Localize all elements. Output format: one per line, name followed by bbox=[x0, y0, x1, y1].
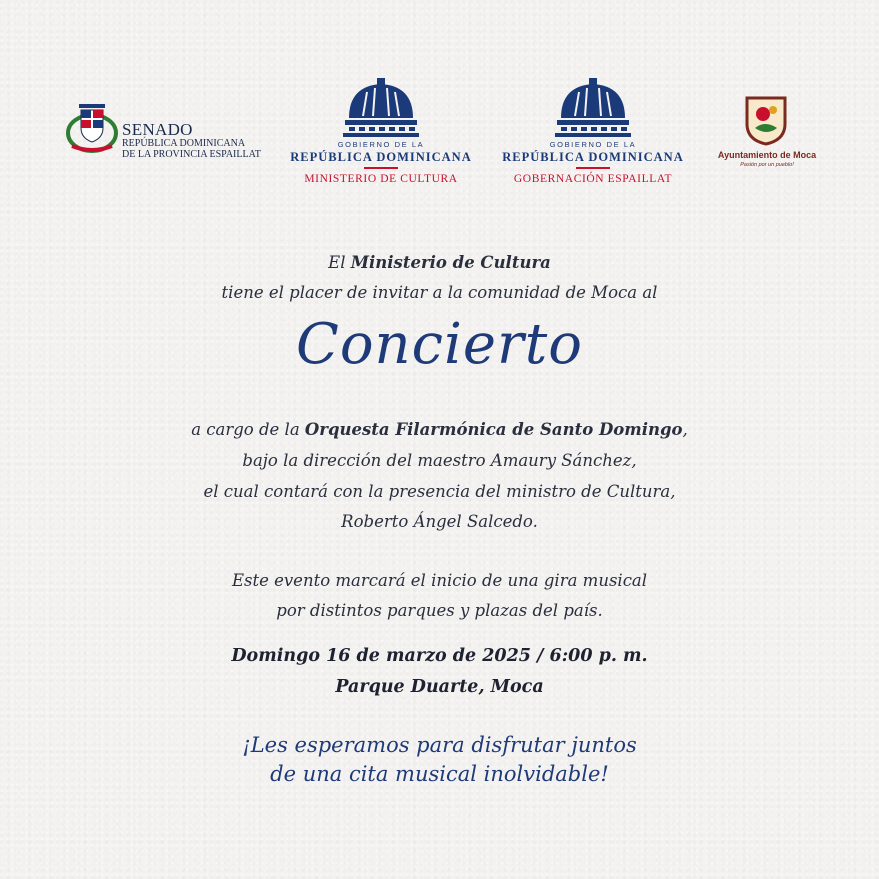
dome-icon bbox=[555, 78, 631, 138]
gob-top-text: GOBIERNO DE LA bbox=[337, 140, 425, 149]
ayuntamiento-logo bbox=[712, 94, 822, 174]
dome-icon bbox=[343, 78, 419, 138]
municipal-shield-icon bbox=[743, 94, 789, 146]
gobernacion-text: GOBERNACIÓN ESPAILLAT bbox=[513, 173, 673, 185]
intro-prefix: El bbox=[328, 253, 351, 272]
gob-main-text: REPÚBLICA DOMINICANA bbox=[502, 150, 684, 164]
coat-of-arms-icon bbox=[66, 100, 118, 156]
closing-line-2: de una cita musical inolvidable! bbox=[270, 762, 609, 786]
gob-main-text: REPÚBLICA DOMINICANA bbox=[290, 150, 472, 164]
body-line-1 bbox=[0, 420, 879, 439]
event-title: Concierto bbox=[295, 312, 584, 377]
tour-line-1: Este evento marcará el inicio de una gira musical bbox=[231, 571, 648, 590]
intro-org: Ministerio de Cultura bbox=[350, 253, 551, 272]
ministerio-cultura-logo bbox=[286, 78, 476, 188]
gobernacion-logo bbox=[498, 78, 688, 188]
body-line-3: el cual contará con la presencia del ministro de Cultura, bbox=[203, 482, 676, 501]
senado-logo bbox=[66, 100, 276, 160]
event-venue: Parque Duarte, Moca bbox=[335, 677, 544, 697]
senado-line2: DE LA PROVINCIA ESPAILLAT bbox=[122, 149, 261, 160]
body-prefix: a cargo de la bbox=[191, 420, 305, 439]
ayuntamiento-name: Ayuntamiento de Moca bbox=[717, 150, 817, 160]
body-line-4: Roberto Ángel Salcedo. bbox=[341, 512, 538, 531]
event-date: Domingo 16 de marzo de 2025 / 6:00 p. m. bbox=[231, 646, 648, 666]
red-divider bbox=[576, 167, 610, 169]
orchestra-name: Orquesta Filarmónica de Santo Domingo bbox=[304, 420, 683, 439]
red-divider bbox=[364, 167, 398, 169]
gob-top-text: GOBIERNO DE LA bbox=[549, 140, 637, 149]
senado-name: SENADO bbox=[122, 120, 193, 139]
closing-line-1: ¡Les esperamos para disfrutar juntos bbox=[242, 733, 637, 757]
ministerio-text: MINISTERIO DE CULTURA bbox=[304, 173, 458, 185]
body-line-2: bajo la dirección del maestro Amaury Sánchez, bbox=[242, 451, 637, 470]
tour-line-2: por distintos parques y plazas del país. bbox=[276, 601, 603, 620]
intro-line-2: tiene el placer de invitar a la comunidad de Moca al bbox=[221, 283, 658, 302]
senado-line1: REPÚBLICA DOMINICANA bbox=[122, 138, 246, 149]
body-suffix: , bbox=[682, 420, 688, 439]
intro-line-1 bbox=[0, 253, 879, 272]
ayuntamiento-slogan: Pasión por un pueblo! bbox=[740, 162, 794, 168]
